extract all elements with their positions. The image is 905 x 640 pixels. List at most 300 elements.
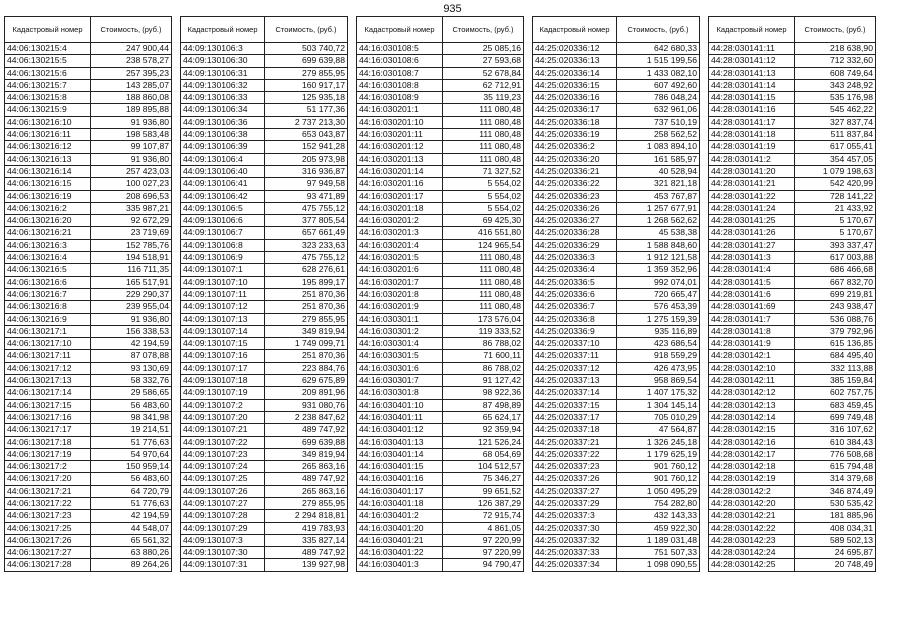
cadastral-number: 44:28:030142:13	[709, 399, 795, 411]
table-row	[533, 92, 700, 104]
cost-value: 71 327,52	[443, 165, 524, 177]
cost-value: 4 861,05	[443, 522, 524, 534]
cost-value: 1 189 031,48	[617, 534, 700, 546]
cost-value: 1 359 352,96	[617, 264, 700, 276]
table-row	[709, 92, 876, 104]
cost-value: 51 776,63	[91, 497, 172, 509]
cadastral-number: 44:09:130107:11	[181, 288, 265, 300]
cadastral-number: 44:09:130106:5	[181, 202, 265, 214]
cost-value: 92 672,29	[91, 215, 172, 227]
cadastral-number: 44:28:030141:16	[709, 104, 795, 116]
page-number: 935	[443, 3, 462, 15]
table-row	[533, 436, 700, 448]
cost-value: 393 337,47	[795, 239, 876, 251]
cost-value: 238 578,27	[91, 55, 172, 67]
cost-value: 432 143,33	[617, 510, 700, 522]
table-row	[533, 522, 700, 534]
table-row	[357, 411, 524, 423]
cadastral-number: 44:16:030301:5	[357, 350, 443, 362]
table-row	[709, 461, 876, 473]
table-row	[533, 461, 700, 473]
cadastral-number: 44:09:130106:41	[181, 178, 265, 190]
table-row	[181, 202, 348, 214]
cost-value: 99 107,87	[91, 141, 172, 153]
cost-value: 489 747,92	[265, 473, 348, 485]
header-cadastral: Кадастровый номер	[357, 17, 443, 43]
cost-value: 720 665,47	[617, 288, 700, 300]
cadastral-number: 44:09:130107:31	[181, 559, 265, 571]
cadastral-number: 44:06:130217:1	[5, 325, 91, 337]
cost-value: 111 080,48	[443, 301, 524, 313]
table-row	[357, 522, 524, 534]
cadastral-number: 44:16:030201:12	[357, 141, 443, 153]
cost-value: 91 936,80	[91, 116, 172, 128]
cadastral-number: 44:28:030141:27	[709, 239, 795, 251]
cost-value: 2 294 818,81	[265, 510, 348, 522]
table-row	[357, 67, 524, 79]
cadastral-number: 44:28:030141:25	[709, 215, 795, 227]
table-row	[181, 239, 348, 251]
table-row	[5, 473, 172, 485]
table-row	[533, 153, 700, 165]
table-row	[181, 67, 348, 79]
table-row	[5, 276, 172, 288]
table-row	[181, 559, 348, 571]
cost-value: 94 790,47	[443, 559, 524, 571]
cost-value: 335 827,14	[265, 534, 348, 546]
cadastral-number: 44:09:130107:20	[181, 411, 265, 423]
table-row	[709, 55, 876, 67]
cadastral-number: 44:06:130217:25	[5, 522, 91, 534]
cost-value: 51 776,63	[91, 436, 172, 448]
table-row	[181, 399, 348, 411]
cadastral-number: 44:06:130217:20	[5, 473, 91, 485]
table-row	[357, 387, 524, 399]
table-row	[533, 424, 700, 436]
cost-value: 265 863,16	[265, 461, 348, 473]
cadastral-number: 44:16:030108:5	[357, 43, 443, 55]
cost-value: 243 938,47	[795, 301, 876, 313]
table-row	[533, 448, 700, 460]
table-row	[5, 411, 172, 423]
table-row	[5, 190, 172, 202]
cadastral-number: 44:28:030142:17	[709, 448, 795, 460]
cost-value: 1 257 677,91	[617, 202, 700, 214]
cost-value: 65 561,32	[91, 534, 172, 546]
table-row	[709, 375, 876, 387]
table-row	[357, 497, 524, 509]
cost-value: 475 755,12	[265, 202, 348, 214]
table-row	[709, 276, 876, 288]
cadastral-number: 44:28:030142:21	[709, 510, 795, 522]
table-row	[357, 79, 524, 91]
cadastral-number: 44:25:020337:27	[533, 485, 617, 497]
table-row	[5, 264, 172, 276]
cost-value: 617 055,41	[795, 141, 876, 153]
cost-value: 5 554,02	[443, 178, 524, 190]
table-row	[533, 301, 700, 313]
cadastral-number: 44:06:130216:12	[5, 141, 91, 153]
cadastral-number: 44:28:030142:18	[709, 461, 795, 473]
cadastral-number: 44:28:030141:22	[709, 190, 795, 202]
cost-value: 699 749,48	[795, 411, 876, 423]
cost-value: 86 788,02	[443, 338, 524, 350]
table-row	[709, 399, 876, 411]
cadastral-number: 44:06:130217:21	[5, 485, 91, 497]
cost-value: 51 177,36	[265, 104, 348, 116]
table-row	[533, 252, 700, 264]
cost-value: 111 080,48	[443, 129, 524, 141]
cadastral-number: 44:25:020336:4	[533, 264, 617, 276]
table-row	[357, 338, 524, 350]
table-row	[357, 534, 524, 546]
cadastral-number: 44:09:130106:9	[181, 252, 265, 264]
table-row	[357, 485, 524, 497]
cost-value: 165 517,91	[91, 276, 172, 288]
table-row	[5, 202, 172, 214]
table-row	[533, 202, 700, 214]
cost-value: 93 130,69	[91, 362, 172, 374]
cost-value: 239 955,04	[91, 301, 172, 313]
cadastral-number: 44:09:130106:36	[181, 116, 265, 128]
cadastral-number: 44:25:020337:14	[533, 387, 617, 399]
table-row	[181, 448, 348, 460]
table-row	[357, 276, 524, 288]
cadastral-number: 44:16:030108:9	[357, 92, 443, 104]
cadastral-number: 44:28:030141:5	[709, 276, 795, 288]
table-row	[357, 129, 524, 141]
cadastral-number: 44:28:030142:25	[709, 559, 795, 571]
cadastral-number: 44:28:030141:12	[709, 55, 795, 67]
cadastral-number: 44:09:130107:3	[181, 534, 265, 546]
cost-value: 459 922,30	[617, 522, 700, 534]
table-row	[5, 141, 172, 153]
table-row	[181, 375, 348, 387]
table-row	[181, 411, 348, 423]
cost-value: 327 837,74	[795, 116, 876, 128]
cadastral-number: 44:06:130215:5	[5, 55, 91, 67]
table-row	[709, 239, 876, 251]
table-row	[181, 522, 348, 534]
cadastral-table-2	[180, 16, 348, 572]
cadastral-number: 44:09:130107:24	[181, 461, 265, 473]
cost-value: 99 651,52	[443, 485, 524, 497]
cost-value: 5 554,02	[443, 202, 524, 214]
cadastral-number: 44:28:030142:2	[709, 485, 795, 497]
cost-value: 545 462,22	[795, 104, 876, 116]
table-row	[533, 67, 700, 79]
cadastral-number: 44:25:020336:2	[533, 141, 617, 153]
cadastral-number: 44:09:130107:13	[181, 313, 265, 325]
cadastral-number: 44:06:130216:5	[5, 264, 91, 276]
cost-value: 91 936,80	[91, 153, 172, 165]
table-row	[181, 178, 348, 190]
cadastral-number: 44:25:020336:17	[533, 104, 617, 116]
cadastral-number: 44:16:030201:18	[357, 202, 443, 214]
table-row	[533, 387, 700, 399]
cost-value: 754 282,80	[617, 497, 700, 509]
cadastral-number: 44:06:130216:3	[5, 239, 91, 251]
cadastral-number: 44:25:020336:20	[533, 153, 617, 165]
cadastral-number: 44:16:030301:2	[357, 325, 443, 337]
table-row	[709, 424, 876, 436]
table-row	[533, 547, 700, 559]
cost-value: 699 639,88	[265, 436, 348, 448]
cost-value: 93 471,89	[265, 190, 348, 202]
table-row	[181, 92, 348, 104]
table-row	[357, 362, 524, 374]
cadastral-number: 44:06:130216:8	[5, 301, 91, 313]
cost-value: 104 512,57	[443, 461, 524, 473]
table-row	[181, 424, 348, 436]
cadastral-number: 44:16:030301:6	[357, 362, 443, 374]
cadastral-number: 44:25:020336:21	[533, 165, 617, 177]
table-row	[357, 227, 524, 239]
header-cost: Стоимость, (руб.)	[617, 17, 700, 43]
cadastral-number: 44:09:130106:30	[181, 55, 265, 67]
table-row	[5, 362, 172, 374]
table-row	[181, 313, 348, 325]
cost-value: 1 083 894,10	[617, 141, 700, 153]
table-row	[181, 338, 348, 350]
table-row	[181, 215, 348, 227]
table-row	[357, 215, 524, 227]
cadastral-number: 44:25:020337:3	[533, 510, 617, 522]
cadastral-number: 44:16:030201:7	[357, 276, 443, 288]
cadastral-number: 44:28:030142:24	[709, 547, 795, 559]
table-row	[709, 264, 876, 276]
table-row	[533, 375, 700, 387]
cost-value: 119 333,52	[443, 325, 524, 337]
cost-value: 737 510,19	[617, 116, 700, 128]
cost-value: 489 747,92	[265, 547, 348, 559]
table-row	[5, 301, 172, 313]
cadastral-number: 44:09:130106:42	[181, 190, 265, 202]
table-row	[533, 534, 700, 546]
table-row	[181, 387, 348, 399]
cadastral-number: 44:09:130106:31	[181, 67, 265, 79]
cadastral-number: 44:09:130106:34	[181, 104, 265, 116]
cadastral-number: 44:25:020336:8	[533, 313, 617, 325]
cadastral-number: 44:25:020336:15	[533, 79, 617, 91]
table-row	[533, 190, 700, 202]
cost-value: 426 473,95	[617, 362, 700, 374]
table-row	[181, 325, 348, 337]
cost-value: 610 384,43	[795, 436, 876, 448]
cadastral-number: 44:28:030141:19	[709, 141, 795, 153]
cadastral-number: 44:09:130107:12	[181, 301, 265, 313]
cost-value: 705 010,29	[617, 411, 700, 423]
cadastral-number: 44:06:130216:9	[5, 313, 91, 325]
cadastral-number: 44:09:130107:16	[181, 350, 265, 362]
cost-value: 188 860,08	[91, 92, 172, 104]
cost-value: 98 341,98	[91, 411, 172, 423]
cost-value: 68 054,69	[443, 448, 524, 460]
cost-value: 223 884,76	[265, 362, 348, 374]
cost-value: 343 248,92	[795, 79, 876, 91]
cost-value: 45 538,38	[617, 227, 700, 239]
cost-value: 712 332,60	[795, 55, 876, 67]
cost-value: 918 559,29	[617, 350, 700, 362]
table-row	[5, 165, 172, 177]
cost-value: 111 080,48	[443, 141, 524, 153]
cadastral-number: 44:09:130107:22	[181, 436, 265, 448]
table-row	[709, 534, 876, 546]
table-row	[181, 129, 348, 141]
table-row	[5, 116, 172, 128]
table-row	[533, 313, 700, 325]
cadastral-number: 44:25:020336:9	[533, 325, 617, 337]
cadastral-number: 44:09:130107:21	[181, 424, 265, 436]
cost-value: 615 794,48	[795, 461, 876, 473]
cost-value: 111 080,48	[443, 276, 524, 288]
table-row	[357, 313, 524, 325]
table-row	[533, 141, 700, 153]
cost-value: 91 936,80	[91, 313, 172, 325]
table-row	[5, 399, 172, 411]
cadastral-number: 44:28:030141:9	[709, 338, 795, 350]
table-row	[533, 325, 700, 337]
table-row	[357, 43, 524, 55]
cost-value: 42 194,59	[91, 510, 172, 522]
cadastral-number: 44:28:030141:69	[709, 301, 795, 313]
cadastral-number: 44:09:130107:1	[181, 264, 265, 276]
cadastral-number: 44:16:030301:1	[357, 313, 443, 325]
table-row	[709, 448, 876, 460]
cost-value: 89 264,26	[91, 559, 172, 571]
cost-value: 632 961,06	[617, 104, 700, 116]
cadastral-number: 44:25:020336:26	[533, 202, 617, 214]
table-row	[357, 264, 524, 276]
table-row	[357, 375, 524, 387]
table-row	[357, 239, 524, 251]
header-cost: Стоимость, (руб.)	[795, 17, 876, 43]
cost-value: 87 078,88	[91, 350, 172, 362]
cost-value: 23 719,69	[91, 227, 172, 239]
cadastral-number: 44:16:030201:4	[357, 239, 443, 251]
cadastral-number: 44:16:030201:1	[357, 104, 443, 116]
cost-value: 100 027,23	[91, 178, 172, 190]
cadastral-number: 44:25:020337:30	[533, 522, 617, 534]
table-row	[181, 227, 348, 239]
table-row	[709, 510, 876, 522]
cost-value: 935 116,89	[617, 325, 700, 337]
table-row	[533, 116, 700, 128]
cadastral-number: 44:09:130107:29	[181, 522, 265, 534]
cost-value: 124 965,54	[443, 239, 524, 251]
cost-value: 1 079 198,63	[795, 165, 876, 177]
table-row	[357, 436, 524, 448]
cost-value: 121 526,24	[443, 436, 524, 448]
cadastral-number: 44:25:020336:13	[533, 55, 617, 67]
cost-value: 653 043,87	[265, 129, 348, 141]
cadastral-number: 44:16:030401:18	[357, 497, 443, 509]
table-row	[5, 461, 172, 473]
cadastral-number: 44:06:130216:4	[5, 252, 91, 264]
cost-value: 489 747,92	[265, 424, 348, 436]
cadastral-number: 44:06:130216:19	[5, 190, 91, 202]
table-row	[181, 461, 348, 473]
cadastral-number: 44:16:030401:2	[357, 510, 443, 522]
cost-value: 1 588 848,60	[617, 239, 700, 251]
table-row	[181, 497, 348, 509]
table-row	[533, 485, 700, 497]
table-row	[181, 153, 348, 165]
cost-value: 181 885,96	[795, 510, 876, 522]
cost-value: 683 459,45	[795, 399, 876, 411]
cost-value: 279 855,95	[265, 313, 348, 325]
cadastral-number: 44:06:130216:10	[5, 116, 91, 128]
cost-value: 97 220,99	[443, 534, 524, 546]
table-row	[357, 350, 524, 362]
cost-value: 150 959,14	[91, 461, 172, 473]
table-row	[357, 325, 524, 337]
cost-value: 686 466,68	[795, 264, 876, 276]
cadastral-number: 44:06:130217:15	[5, 399, 91, 411]
cadastral-number: 44:09:130106:32	[181, 79, 265, 91]
cost-value: 332 113,88	[795, 362, 876, 374]
cost-value: 1 304 145,14	[617, 399, 700, 411]
cadastral-number: 44:28:030142:11	[709, 375, 795, 387]
cadastral-number: 44:28:030141:21	[709, 178, 795, 190]
cost-value: 419 783,93	[265, 522, 348, 534]
table-row	[533, 276, 700, 288]
table-row	[5, 67, 172, 79]
cadastral-number: 44:25:020337:26	[533, 473, 617, 485]
cost-value: 629 675,89	[265, 375, 348, 387]
cost-value: 699 639,88	[265, 55, 348, 67]
cost-value: 251 870,36	[265, 301, 348, 313]
table-row	[5, 387, 172, 399]
cost-value: 63 880,26	[91, 547, 172, 559]
cadastral-number: 44:06:130217:12	[5, 362, 91, 374]
cadastral-number: 44:06:130216:7	[5, 288, 91, 300]
table-row	[357, 153, 524, 165]
cadastral-number: 44:06:130217:28	[5, 559, 91, 571]
table-row	[709, 387, 876, 399]
cadastral-number: 44:28:030141:15	[709, 92, 795, 104]
cadastral-number: 44:16:030301:4	[357, 338, 443, 350]
cost-value: 385 159,84	[795, 375, 876, 387]
cost-value: 72 915,74	[443, 510, 524, 522]
table-row	[181, 43, 348, 55]
cadastral-number: 44:06:130217:18	[5, 436, 91, 448]
cadastral-number: 44:28:030141:2	[709, 153, 795, 165]
cadastral-number: 44:16:030401:11	[357, 411, 443, 423]
cost-value: 40 528,94	[617, 165, 700, 177]
cost-value: 92 359,94	[443, 424, 524, 436]
table-row	[533, 350, 700, 362]
table-row	[357, 165, 524, 177]
header-cost: Стоимость, (руб.)	[265, 17, 348, 43]
cadastral-number: 44:09:130107:18	[181, 375, 265, 387]
table-row	[5, 215, 172, 227]
cadastral-number: 44:16:030401:12	[357, 424, 443, 436]
cadastral-number: 44:28:030141:3	[709, 252, 795, 264]
table-row	[709, 43, 876, 55]
table-row	[533, 338, 700, 350]
cost-value: 173 576,04	[443, 313, 524, 325]
table-row	[357, 547, 524, 559]
cost-value: 589 502,13	[795, 534, 876, 546]
cadastral-number: 44:28:030141:4	[709, 264, 795, 276]
cadastral-number: 44:28:030141:24	[709, 202, 795, 214]
cadastral-number: 44:16:030401:20	[357, 522, 443, 534]
cadastral-number: 44:16:030108:7	[357, 67, 443, 79]
cadastral-number: 44:28:030142:10	[709, 362, 795, 374]
cadastral-number: 44:25:020337:10	[533, 338, 617, 350]
table-row	[5, 497, 172, 509]
